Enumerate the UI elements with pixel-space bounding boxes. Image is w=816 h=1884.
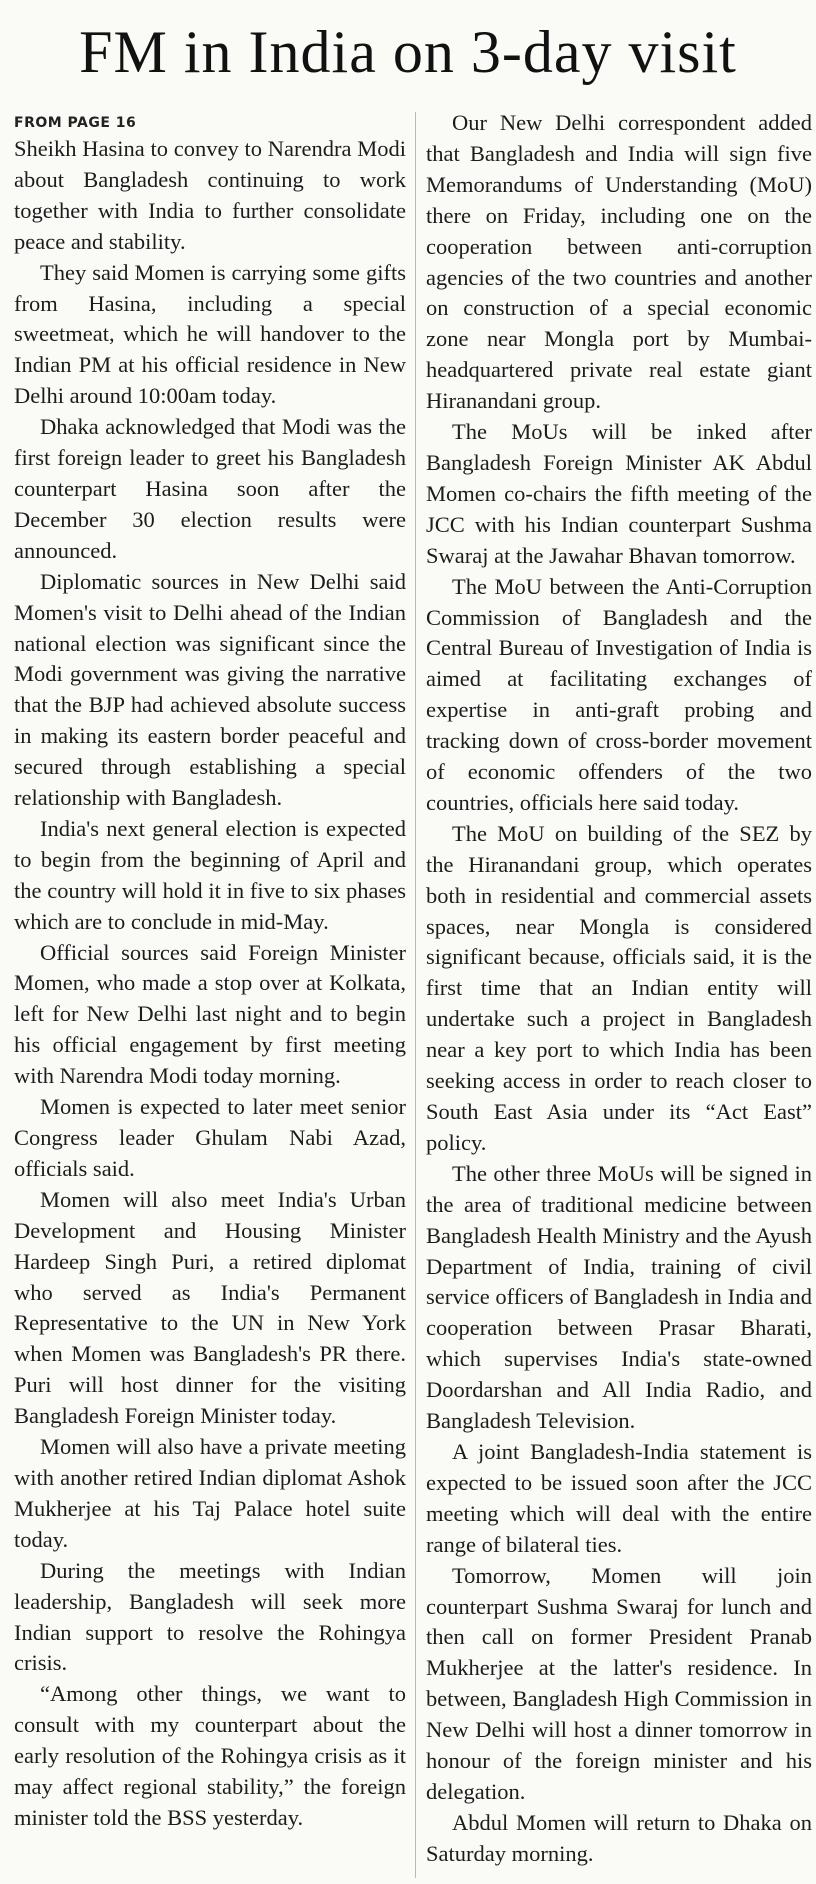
paragraph: Our New Delhi correspondent added that Bangladesh and India will sign five Memorandums of Understanding (MoU) there on Friday, including one on the cooperation between anti-corruption agencies of the two countries and another on construction of a special economic zone near Mongla port by Mumbai-headquartered private real estate giant Hiranandani group. bbox=[426, 110, 812, 414]
dateline: FROM PAGE 16 bbox=[14, 115, 137, 131]
paragraph: The MoUs will be inked after Bangladesh Foreign Minister AK Abdul Momen co-chairs the fifth meeting of the JCC with his Indian counterpart Sushma Swaraj at the Jawahar Bhavan tomorrow. bbox=[426, 419, 812, 568]
paragraph: Official sources said Foreign Minister Momen, who made a stop over at Kolkata, left for New Delhi last night and to begin his official engagement by first meeting with Narendra Modi today morning. bbox=[14, 939, 406, 1089]
left-column bbox=[14, 112, 406, 1834]
paragraph: Sheikh Hasina to convey to Narendra Modi about Bangladesh continuing to work together with India to further consolidate peace and stability. bbox=[14, 136, 406, 254]
headline: FM in India on 3-day visit bbox=[79, 19, 737, 85]
paragraph: India's next general election is expected to begin from the beginning of April and the country will hold it in five to six phases which are to conclude in mid-May. bbox=[14, 815, 406, 934]
paragraph: The other three MoUs will be signed in the area of traditional medicine between Bangladesh Health Ministry and the Ayush Department of India, training of civil service officers of Bangladesh in India and cooperation between Prasar Bharati, which supervises India's state-owned Doordarshan and All India Radio, and Bangladesh Television. bbox=[426, 1160, 813, 1434]
paragraph: Momen is expected to later meet senior Congress leader Ghulam Nabi Azad, officials said. bbox=[14, 1094, 406, 1181]
paragraph: The MoU between the Anti-Corruption Commission of Bangladesh and the Central Bureau of Investigation of India is aimed at facilitating exchanges of expertise in anti-graft probing and tracking down of cross-border movement of economic offenders of the two countries, officials here said today. bbox=[426, 573, 812, 815]
paragraph: They said Momen is carrying some gifts from Hasina, including a special sweetmeat, which he will handover to the Indian PM at his official residence in New Delhi around 10:00am today. bbox=[14, 259, 406, 409]
paragraph: During the meetings with Indian leadership, Bangladesh will seek more Indian support to resolve the Rohingya crisis. bbox=[14, 1557, 406, 1676]
paragraph: A joint Bangladesh-India statement is expected to be issued soon after the JCC meeting which will deal with the entire range of bilateral ties. bbox=[426, 1438, 812, 1557]
right-column bbox=[426, 108, 812, 1870]
paragraph: Diplomatic sources in New Delhi said Momen's visit to Delhi ahead of the Indian national election was significant since the Modi government was giving the narrative that the BJP had achieved absolute success in making its eastern border peaceful and secured through establishing a special relationship with Bangladesh. bbox=[14, 568, 406, 811]
paragraph: Abdul Momen will return to Dhaka on Saturday morning. bbox=[426, 1809, 812, 1866]
paragraph: Tomorrow, Momen will join counterpart Sushma Swaraj for lunch and then call on former President Pranab Mukherjee at the latter's residence. In between, Bangladesh High Commission in New Delhi will host a dinner tomorrow in honour of the foreign minister and his delegation. bbox=[426, 1562, 812, 1804]
paragraph: The MoU on building of the SEZ by the Hiranandani group, which operates both in residential and commercial assets spaces, near Mongla is considered significant because, officials said, it is the first time that an Indian entity will undertake such a project in Bangladesh near a key port to which India has been seeking access in order to reach closer to South East Asia under its “Act East” policy. bbox=[426, 820, 812, 1155]
paragraph: Momen will also meet India's Urban Development and Housing Minister Hardeep Singh Puri, a retired diplomat who served as India's Permanent Representative to the UN in New York when Momen was Bangladesh's PR there. Puri will host dinner for the visiting Bangladesh Foreign Minister today. bbox=[14, 1186, 406, 1429]
paragraph: Dhaka acknowledged that Modi was the first foreign leader to greet his Bangladesh counterpart Hasina soon after the December 30 election results were announced. bbox=[14, 414, 406, 563]
paragraph: Momen will also have a private meeting with another retired Indian diplomat Ashok Mukherjee at his Taj Palace hotel suite today. bbox=[14, 1434, 406, 1552]
column-divider bbox=[415, 112, 416, 1878]
paragraph: “Among other things, we want to consult with my counterpart about the early resolution of the Rohingya crisis as it may affect regional stability,” the foreign minister told the BSS yesterday. bbox=[14, 1681, 406, 1830]
